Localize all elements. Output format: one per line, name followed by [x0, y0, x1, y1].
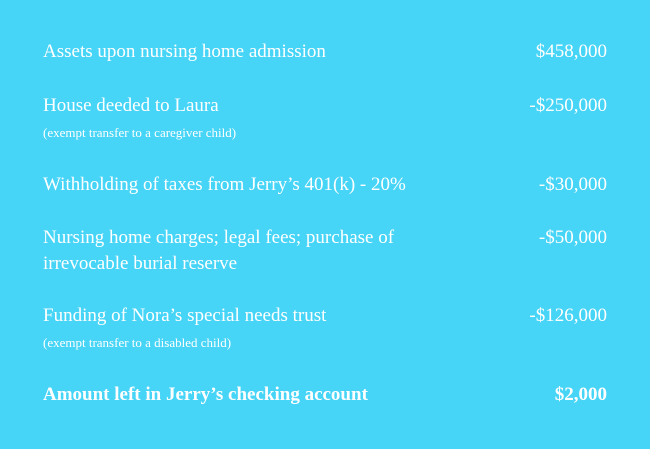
row-amount: -$250,000 [529, 95, 607, 116]
row-label-text: Funding of Nora’s special needs trust [43, 305, 327, 326]
row-amount: $2,000 [554, 384, 607, 405]
row-label [43, 93, 483, 142]
row-label [43, 225, 483, 277]
row-label [43, 39, 483, 65]
row-label-text: Withholding of taxes from Jerry’s 401(k) - 20% [43, 174, 406, 195]
row-note: (exempt transfer to a caregiver child) [43, 125, 237, 140]
row-amount: $458,000 [535, 41, 607, 62]
row-label [43, 172, 483, 198]
row-label-text: Amount left in Jerry’s checking account [43, 384, 368, 405]
row-label [43, 382, 483, 408]
row-note: (exempt transfer to a disabled child) [43, 335, 232, 350]
row-amount: -$50,000 [538, 227, 607, 248]
row-label-text: Assets upon nursing home admission [43, 41, 326, 62]
row-amount: -$30,000 [538, 174, 607, 195]
row-label [43, 303, 483, 352]
row-label-text: Nursing home charges; legal fees; purchase of irrevocable burial reserve [43, 227, 395, 274]
row-amount: -$126,000 [529, 305, 607, 326]
row-label-text: House deeded to Laura [43, 95, 219, 116]
